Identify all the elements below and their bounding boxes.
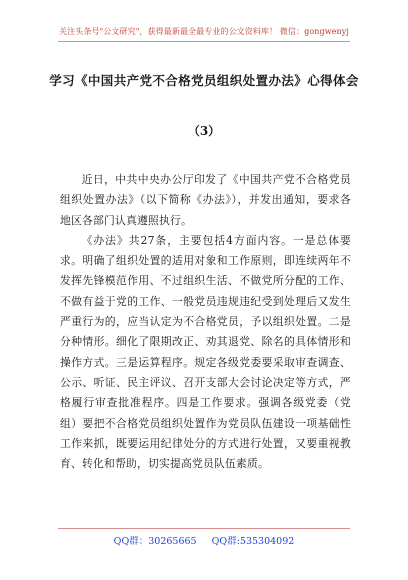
paragraph-content: 《办法》共27条，主要包括4方面内容。一是总体要求。明确了组织处置的适用对象和工作原则，即连续两年不发挥先锋模范作用、不过组织生活、不做党所分配的工作、不做有益于党的工作、一般党员违规违纪受到处理后又发生严重行为的，应当认定为不合格党员，予以组织处置。二是分种情形。细化了限期改正、劝其退党、除名的具体情形和操作方式。三是运算程序。规定各级党委要采取审查调查、公示、听证、民主评议、召开支部大会讨论决定等方式，严格履行审查批准程序。四是工作要求。强调各级党委（党组）要把不合格党员组织处置作为党员队伍建设一项基础性工作来抓，既要运用纪律处分的方式进行处置，又要重视教育、转化和帮助，切实提高党员队伍素质。 xyxy=(60,233,351,471)
footer-qq-group-1: QQ群：30265665 xyxy=(113,536,197,547)
header-divider xyxy=(58,41,350,42)
header-note: 关注头条号"公文研究"，获得最新最全最专业的公文资料库！ 微信：gongwenyj xyxy=(59,27,349,36)
document-title: 学习《中国共产党不合格党员组织处置办法》心得体会 xyxy=(49,73,359,88)
footer xyxy=(0,533,408,547)
footer-divider xyxy=(58,528,350,529)
paragraph-intro: 近日，中共中央办公厅印发了《中国共产党不合格党员组织处置办法》（以下简称《办法》），并发出通知，要求各地区各部门认真遵照执行。 xyxy=(60,173,351,227)
document-subtitle: （3） xyxy=(187,124,221,138)
document-body xyxy=(60,170,351,474)
footer-qq-group-2: QQ群:535304092 xyxy=(211,536,295,547)
